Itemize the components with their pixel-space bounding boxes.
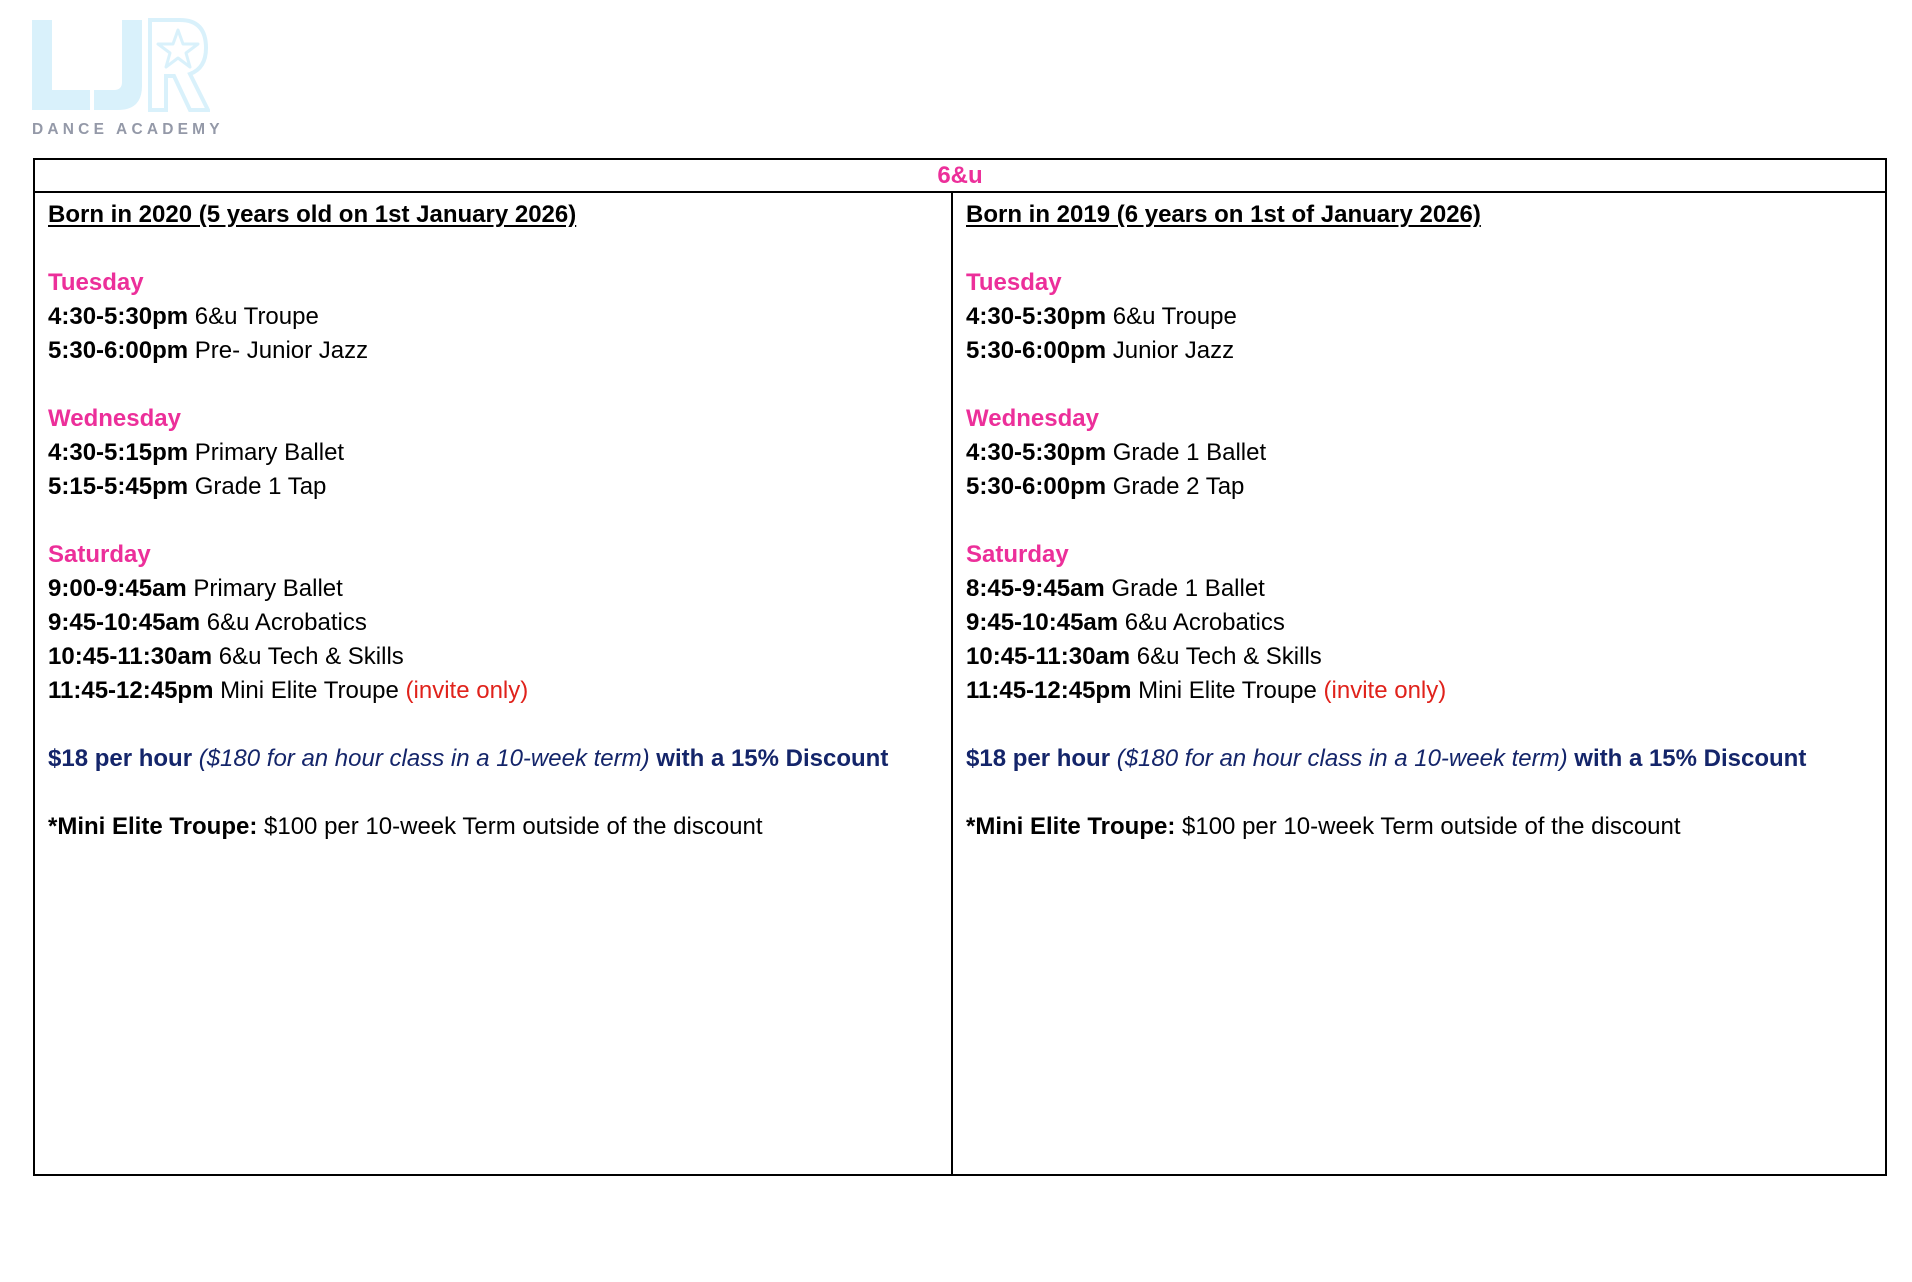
class-row <box>48 470 937 504</box>
day-block-saturday <box>966 538 1871 708</box>
elite-label: *Mini Elite Troupe: <box>48 813 258 840</box>
schedule-table <box>33 158 1887 1176</box>
day-block-wednesday <box>966 402 1871 504</box>
column-heading: Born in 2019 (6 years on 1st of January 2026) <box>966 201 1481 228</box>
class-time: 9:45-10:45am <box>966 609 1119 636</box>
day-heading: Wednesday <box>48 405 181 432</box>
logo-mark <box>30 18 210 114</box>
day-heading: Saturday <box>966 541 1069 568</box>
column-born-2019 <box>953 193 1885 1174</box>
class-name: Mini Elite Troupe <box>1138 677 1317 704</box>
class-time: 5:30-6:00pm <box>966 337 1107 364</box>
day-block-saturday <box>48 538 937 708</box>
elite-note <box>48 810 937 844</box>
pricing-rate: $18 per hour <box>48 745 193 772</box>
class-row <box>48 640 937 674</box>
class-time: 5:30-6:00pm <box>48 337 189 364</box>
elite-text: $100 per 10-week Term outside of the discount <box>264 813 763 840</box>
class-name: 6&u Acrobatics <box>206 609 367 636</box>
class-time: 4:30-5:30pm <box>966 439 1107 466</box>
class-row <box>966 572 1871 606</box>
pricing-rate: $18 per hour <box>966 745 1111 772</box>
column-heading: Born in 2020 (5 years old on 1st January 2026) <box>48 201 577 228</box>
class-name: Junior Jazz <box>1112 337 1235 364</box>
class-time: 4:30-5:30pm <box>48 303 189 330</box>
class-row <box>966 606 1871 640</box>
class-name: 6&u Acrobatics <box>1124 609 1285 636</box>
class-time: 5:30-6:00pm <box>966 473 1107 500</box>
class-name: Pre- Junior Jazz <box>194 337 369 364</box>
schedule-columns <box>35 193 1885 1174</box>
day-block-tuesday <box>48 266 937 368</box>
class-time: 10:45-11:30am <box>48 643 213 670</box>
class-name: Primary Ballet <box>194 439 345 466</box>
day-block-wednesday <box>48 402 937 504</box>
class-name: 6&u Troupe <box>194 303 319 330</box>
pricing-line <box>966 742 1871 776</box>
class-time: 11:45-12:45pm <box>48 677 214 704</box>
class-row <box>48 334 937 368</box>
class-name: Grade 2 Tap <box>1112 473 1245 500</box>
class-name: Mini Elite Troupe <box>220 677 399 704</box>
elite-text: $100 per 10-week Term outside of the discount <box>1182 813 1681 840</box>
elite-note <box>966 810 1871 844</box>
class-name: Grade 1 Tap <box>194 473 327 500</box>
class-row <box>966 674 1871 708</box>
day-heading: Tuesday <box>966 269 1062 296</box>
star-icon <box>158 30 198 67</box>
day-heading: Wednesday <box>966 405 1099 432</box>
class-time: 4:30-5:30pm <box>966 303 1107 330</box>
class-name: Primary Ballet <box>193 575 343 602</box>
class-time: 11:45-12:45pm <box>966 677 1132 704</box>
day-block-tuesday <box>966 266 1871 368</box>
day-heading: Tuesday <box>48 269 144 296</box>
logo-subtitle: DANCE ACADEMY <box>32 121 224 138</box>
class-row <box>48 572 937 606</box>
class-row <box>48 300 937 334</box>
class-row <box>966 640 1871 674</box>
pricing-line <box>48 742 937 776</box>
invite-note: (invite only) <box>405 677 529 704</box>
class-row <box>966 436 1871 470</box>
class-name: 6&u Tech & Skills <box>218 643 404 670</box>
column-born-2020 <box>35 193 953 1174</box>
class-name: 6&u Troupe <box>1112 303 1237 330</box>
class-time: 9:00-9:45am <box>48 575 187 602</box>
class-row <box>48 606 937 640</box>
class-time: 9:45-10:45am <box>48 609 201 636</box>
table-title <box>35 160 1885 193</box>
invite-note: (invite only) <box>1323 677 1447 704</box>
pricing-discount: with a 15% Discount <box>1574 745 1807 772</box>
class-row <box>48 674 937 708</box>
class-time: 8:45-9:45am <box>966 575 1105 602</box>
class-time: 4:30-5:15pm <box>48 439 189 466</box>
class-row <box>966 470 1871 504</box>
class-time: 10:45-11:30am <box>966 643 1131 670</box>
class-row <box>48 436 937 470</box>
pricing-detail: ($180 for an hour class in a 10-week term) <box>1116 745 1568 772</box>
pricing-discount: with a 15% Discount <box>656 745 889 772</box>
elite-label: *Mini Elite Troupe: <box>966 813 1176 840</box>
class-row <box>966 300 1871 334</box>
class-name: Grade 1 Ballet <box>1112 439 1267 466</box>
day-heading: Saturday <box>48 541 151 568</box>
class-row <box>966 334 1871 368</box>
pricing-detail: ($180 for an hour class in a 10-week term) <box>198 745 650 772</box>
logo <box>30 18 224 143</box>
class-time: 5:15-5:45pm <box>48 473 189 500</box>
table-title-text: 6&u <box>937 162 983 189</box>
class-name: 6&u Tech & Skills <box>1136 643 1322 670</box>
class-name: Grade 1 Ballet <box>1111 575 1265 602</box>
